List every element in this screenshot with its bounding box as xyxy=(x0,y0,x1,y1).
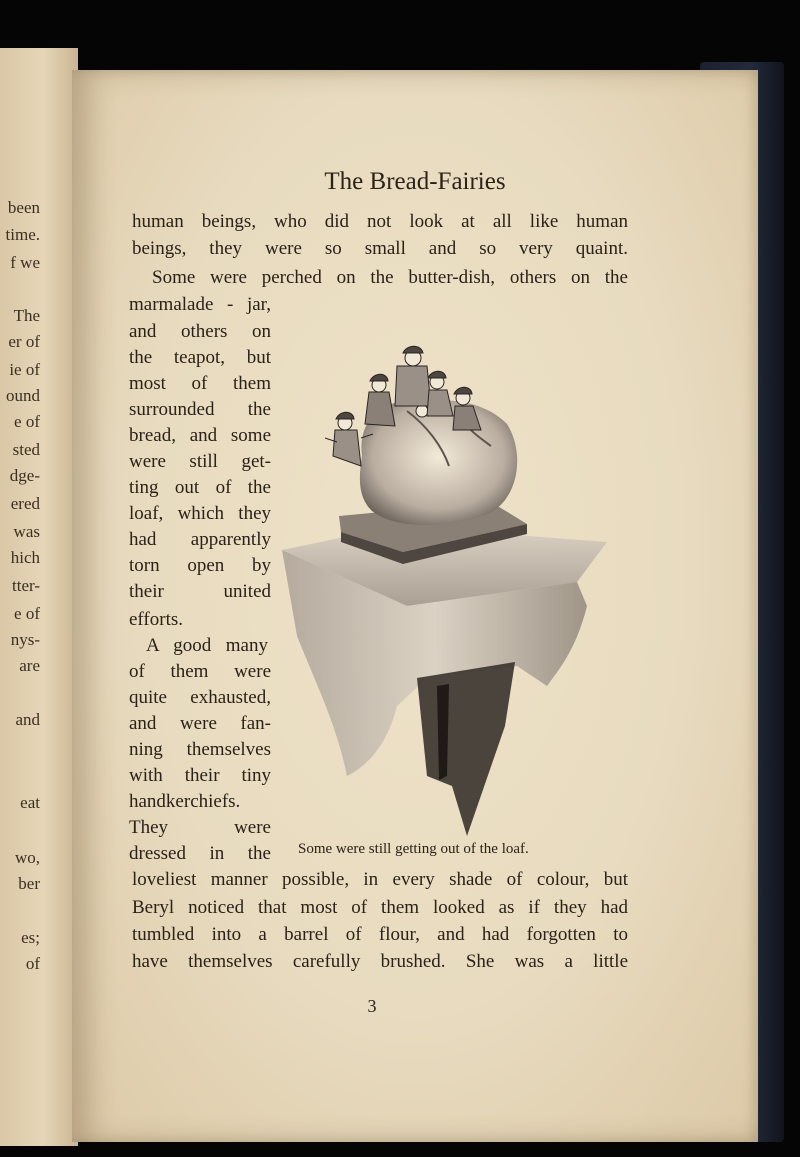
body-text-line: They were xyxy=(129,817,271,838)
body-text-line: torn open by xyxy=(129,555,271,576)
left-page-fragment: dge- xyxy=(9,466,40,485)
body-text-line: human beings, who did not look at all like human xyxy=(132,211,628,232)
left-page-fragment: wo, xyxy=(14,848,40,867)
left-page-fragment: ound xyxy=(6,386,40,405)
left-page-fragment: eat xyxy=(20,793,40,812)
body-text-line: of them were xyxy=(129,661,271,682)
page-number: 3 xyxy=(367,996,377,1016)
left-page-fragment: of xyxy=(25,954,40,973)
left-page xyxy=(0,48,78,1146)
running-head: The Bread-Fairies xyxy=(324,168,506,195)
left-page-fragment: been xyxy=(7,198,40,217)
body-text-line: A good many xyxy=(146,635,268,656)
left-page-fragment: er of xyxy=(8,332,40,351)
left-page-fragment: The xyxy=(13,306,40,325)
body-text-line: with their tiny xyxy=(129,765,271,786)
body-text-line: the teapot, but xyxy=(129,347,271,368)
body-text-line: most of them xyxy=(129,373,271,394)
body-text-line: and others on xyxy=(129,321,271,342)
body-text-line: loaf, which they xyxy=(129,503,271,524)
table-leg xyxy=(417,662,515,836)
body-text-line: tumbled into a barrel of flour, and had forgotten to xyxy=(132,924,628,945)
left-page-fragment: ber xyxy=(18,874,40,893)
body-text-line: efforts. xyxy=(129,609,183,630)
table-leg-shadow xyxy=(437,684,449,780)
body-text-line: loveliest manner possible, in every shade of colour, but xyxy=(132,869,628,890)
left-page-fragment: f we xyxy=(10,253,40,272)
left-page-fragment: tter- xyxy=(12,576,40,595)
body-text-line: Some were perched on the butter-dish, others on the xyxy=(152,267,628,288)
body-text-line: surrounded the xyxy=(129,399,271,420)
body-text-line: Beryl noticed that most of them looked as if they had xyxy=(132,897,628,918)
body-text-line: marmalade - jar, xyxy=(129,294,271,315)
body-text-line: beings, they were so small and so very quaint. xyxy=(132,238,628,259)
left-page-fragment: es; xyxy=(21,928,40,947)
body-text-line: handkerchiefs. xyxy=(129,791,241,812)
body-text-line: had apparently xyxy=(129,529,271,550)
left-page-fragment: was xyxy=(13,522,40,541)
body-text-line: dressed in the xyxy=(129,843,271,864)
illustration-caption: Some were still getting out of the loaf. xyxy=(298,841,529,857)
left-page-fragment: e of xyxy=(14,412,40,431)
body-text-line: ting out of the xyxy=(129,477,271,498)
left-page-fragment: e of xyxy=(14,604,40,623)
left-page-fragment: sted xyxy=(12,440,40,459)
body-text-line: and were fan- xyxy=(129,713,271,734)
left-page-fragment: ered xyxy=(10,494,40,513)
left-page-fragment: ie of xyxy=(9,360,40,379)
body-text-line: have themselves carefully brushed. She was a little xyxy=(132,951,628,972)
body-text-line: were still get- xyxy=(129,451,271,472)
body-text-line: quite exhausted, xyxy=(129,687,271,708)
right-page xyxy=(72,70,758,1142)
left-page-fragment: are xyxy=(19,656,40,675)
left-page-fragment: hich xyxy=(10,548,40,567)
body-text-line: bread, and some xyxy=(129,425,271,446)
bread-fairies-illustration xyxy=(277,306,623,836)
left-page-fragment: time. xyxy=(5,225,40,244)
body-text-line: ning themselves xyxy=(129,739,271,760)
left-page-fragment: nys- xyxy=(10,630,40,649)
left-page-fragment: and xyxy=(15,710,40,729)
body-text-line: their united xyxy=(129,581,271,602)
